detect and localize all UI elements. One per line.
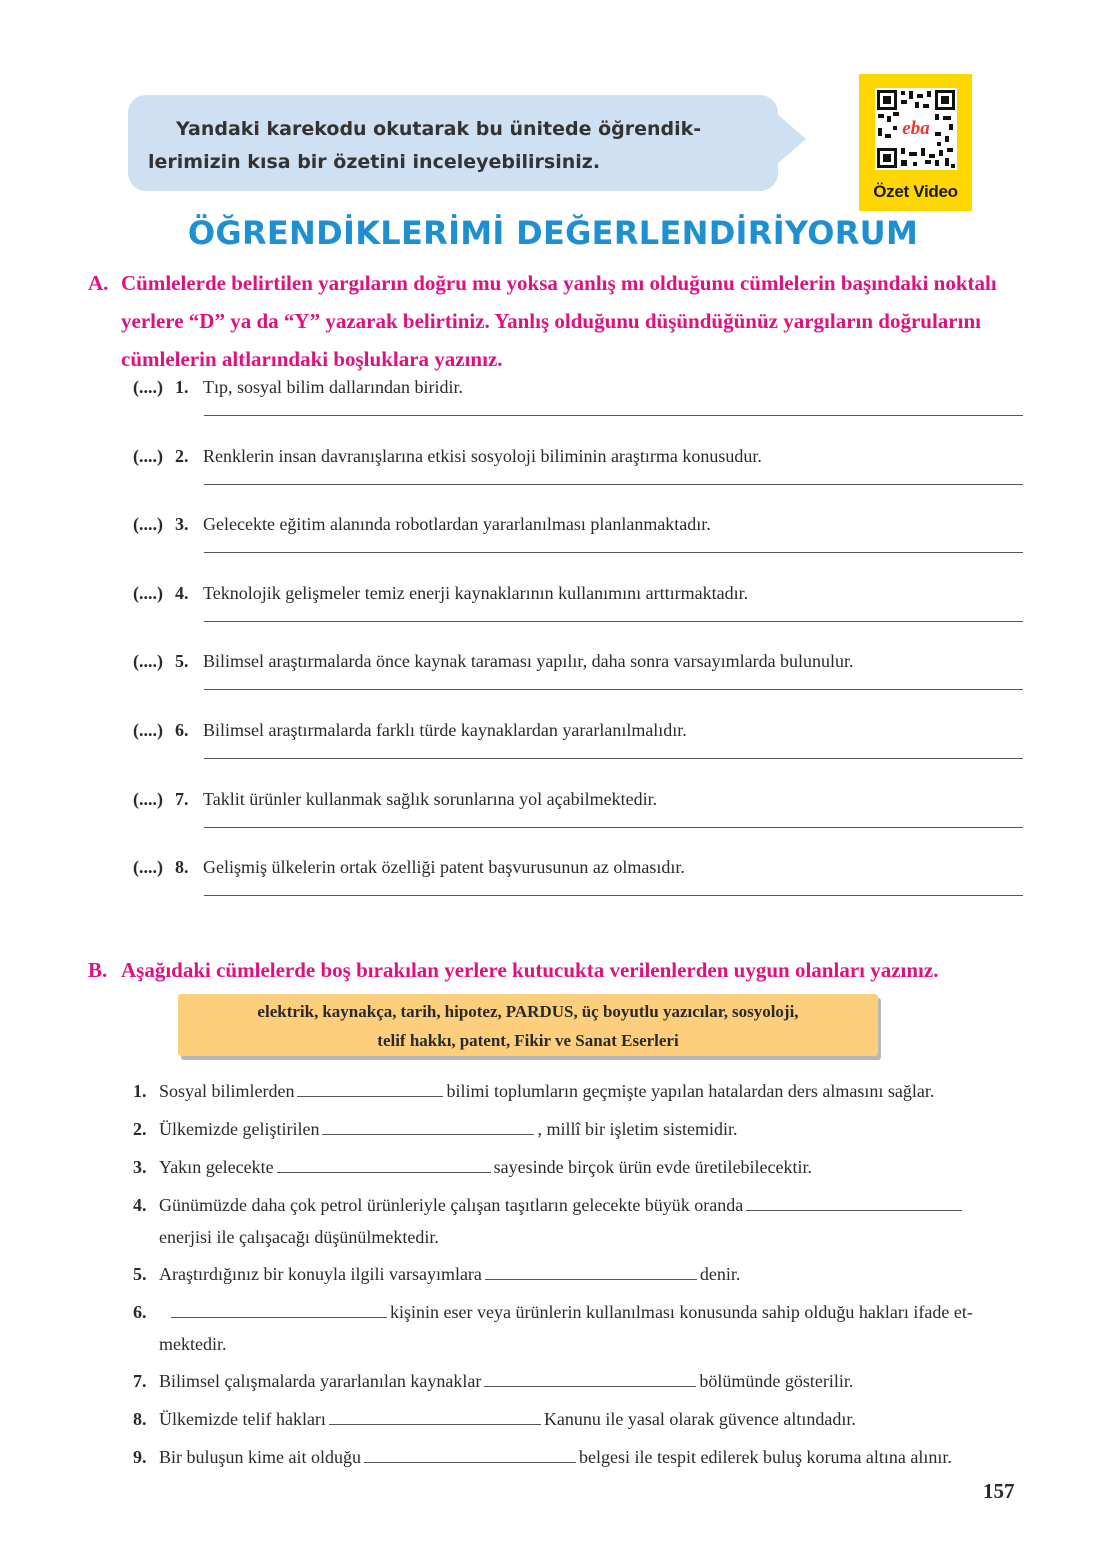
section-a-letter: A.	[88, 271, 109, 295]
eba-logo: eba	[902, 118, 930, 139]
item-number: 7.	[133, 1371, 147, 1391]
word-bank-term: tarih,	[400, 1002, 441, 1021]
correction-line[interactable]	[204, 621, 1023, 622]
sentence-after: sayesinde birçok ürün evde üretilebilecektir.	[493, 1157, 813, 1177]
item-statement: Taklit ürünler kullanmak sağlık sorunlarına yol açabilmektedir.	[203, 788, 658, 809]
answer-blank[interactable]	[297, 1079, 443, 1097]
correction-line[interactable]	[204, 552, 1023, 553]
item-number: 5.	[133, 1264, 147, 1284]
answer-slot[interactable]: (....)	[133, 514, 163, 535]
true-false-item	[133, 377, 1023, 398]
answer-slot[interactable]: (....)	[133, 445, 163, 466]
word-bank-term: PARDUS,	[505, 1002, 578, 1021]
correction-line[interactable]	[204, 689, 1023, 690]
section-a-text: Cümlelerde belirtilen yargıların doğru mu yoksa yanlış mı olduğunu cümlelerin başındaki noktalı yerlere “D” ya da “Y” yazarak belirtiniz. Yanlış olduğunu düşündüğünüz yargıların doğrularını cümlelerin altlarındaki boşluklara yazınız.	[121, 271, 997, 371]
true-false-item	[133, 651, 1023, 672]
item-number: 4.	[133, 1195, 147, 1215]
word-bank-term: sosyoloji,	[731, 1002, 799, 1021]
word-bank-line-1	[178, 997, 878, 1026]
answer-blank[interactable]	[485, 1262, 697, 1280]
item-sentence	[159, 1075, 1023, 1107]
section-b-text: Aşağıdaki cümlelerde boş bırakılan yerlere kutucukta verilenlerden uygun olanları yazınız.	[121, 958, 939, 982]
callout-line-2: lerimizin kısa bir özetini inceleyebilirsiniz.	[148, 151, 601, 173]
qr-label: Özet Video	[873, 182, 958, 201]
answer-slot[interactable]: (....)	[133, 857, 163, 878]
sentence-before: Bilimsel çalışmalarda yararlanılan kaynaklar	[159, 1371, 482, 1391]
sentence-after: kişinin eser veya ürünlerin kullanılması konusunda sahip olduğu hakları ifade et-	[390, 1302, 973, 1322]
page-number: 157	[983, 1479, 1015, 1503]
section-b-letter: B.	[88, 958, 108, 982]
item-statement: Gelecekte eğitim alanında robotlardan yararlanılması planlanmaktadır.	[203, 514, 711, 535]
item-sentence	[159, 1258, 1023, 1290]
sentence-before: Sosyal bilimlerden	[159, 1081, 295, 1101]
callout-tail	[776, 113, 806, 165]
sentence-before: Araştırdığınız bir konuyla ilgili varsayımlara	[159, 1264, 482, 1284]
qr-code-icon[interactable]	[875, 88, 957, 170]
answer-slot[interactable]: (....)	[133, 377, 163, 397]
true-false-item	[133, 514, 1023, 535]
fill-blank-item	[133, 1365, 1023, 1397]
item-sentence	[159, 1403, 1023, 1435]
word-bank-term: patent,	[459, 1031, 511, 1050]
sentence-before: Yakın gelecekte	[159, 1157, 274, 1177]
item-number: 7.	[175, 788, 189, 809]
item-number: 9.	[133, 1447, 147, 1467]
item-number: 6.	[175, 720, 189, 740]
item-number: 6.	[133, 1302, 147, 1322]
item-statement: Bilimsel araştırmalarda önce kaynak taraması yapılır, daha sonra varsayımlarda bulunulur.	[203, 651, 854, 672]
answer-slot[interactable]: (....)	[133, 651, 163, 672]
item-statement: Teknolojik gelişmeler temiz enerji kaynaklarının kullanımını arttırmaktadır.	[203, 582, 749, 603]
correction-line[interactable]	[204, 484, 1023, 485]
answer-slot[interactable]: (....)	[133, 582, 163, 603]
word-bank-box	[178, 994, 878, 1056]
sentence-after: Kanunu ile yasal olarak güvence altındadır.	[543, 1409, 856, 1429]
item-statement: Tıp, sosyal bilim dallarından biridir.	[203, 377, 463, 397]
true-false-item	[133, 789, 1023, 810]
item-sentence	[159, 1113, 1023, 1145]
word-bank-term: Fikir ve Sanat Eserleri	[514, 1031, 679, 1050]
page-title: ÖĞRENDİKLERİMİ DEĞERLENDİRİYORUM	[187, 214, 919, 252]
item-number: 1.	[133, 1081, 147, 1101]
correction-line[interactable]	[204, 758, 1023, 759]
sentence-before: Ülkemizde geliştirilen	[159, 1119, 320, 1139]
word-bank-line-2	[178, 1026, 878, 1055]
sentence-before: Günümüzde daha çok petrol ürünleriyle çalışan taşıtların gelecekte büyük oranda	[159, 1195, 744, 1215]
word-bank-term: elektrik,	[257, 1002, 319, 1021]
item-number: 1.	[175, 377, 189, 397]
answer-blank[interactable]	[171, 1300, 387, 1318]
item-sentence	[159, 1365, 1023, 1397]
answer-blank[interactable]	[277, 1155, 491, 1173]
sentence-before: Ülkemizde telif hakları	[159, 1409, 326, 1429]
item-number: 8.	[175, 857, 189, 878]
sentence-continuation: mektedir.	[159, 1334, 227, 1354]
item-number: 2.	[133, 1119, 147, 1139]
fill-blank-item	[133, 1296, 1023, 1360]
fill-blank-item	[133, 1189, 1023, 1253]
word-bank-term: hipotez,	[444, 1002, 502, 1021]
fill-blank-item	[133, 1075, 1023, 1107]
answer-blank[interactable]	[484, 1369, 696, 1387]
answer-blank[interactable]	[329, 1407, 541, 1425]
fill-blank-item	[133, 1441, 1023, 1473]
fill-blank-item	[133, 1403, 1023, 1435]
answer-blank[interactable]	[322, 1117, 534, 1135]
word-bank-term: üç boyutlu yazıcılar,	[581, 1002, 728, 1021]
correction-line[interactable]	[204, 827, 1023, 828]
word-bank-term: telif hakkı,	[377, 1031, 456, 1050]
item-statement: Bilimsel araştırmalarda farklı türde kaynaklardan yararlanılmalıdır.	[203, 720, 687, 740]
answer-slot[interactable]: (....)	[133, 720, 163, 740]
section-a-instruction	[88, 264, 1028, 378]
answer-blank[interactable]	[364, 1445, 576, 1463]
item-statement: Gelişmiş ülkelerin ortak özelliği patent başvurusunun az olmasıdır.	[203, 857, 685, 878]
true-false-item	[133, 857, 1023, 878]
item-number: 2.	[175, 445, 189, 466]
item-number: 3.	[133, 1157, 147, 1177]
sentence-after: denir.	[699, 1264, 741, 1284]
item-sentence	[159, 1296, 1023, 1360]
answer-slot[interactable]: (....)	[133, 788, 163, 809]
sentence-before: Bir buluşun kime ait olduğu	[159, 1447, 361, 1467]
item-number: 5.	[175, 651, 189, 672]
sentence-after: , millî bir işletim sistemidir.	[537, 1119, 738, 1139]
callout-bubble	[128, 95, 778, 191]
item-statement: Renklerin insan davranışlarına etkisi sosyoloji biliminin araştırma konusudur.	[203, 445, 762, 466]
word-bank-term: kaynakça,	[322, 1002, 397, 1021]
qr-code-box[interactable]	[859, 74, 972, 211]
sentence-after: bilimi toplumların geçmişte yapılan hatalardan ders almasını sağlar.	[446, 1081, 935, 1101]
true-false-item	[133, 583, 1023, 604]
fill-blank-item	[133, 1113, 1023, 1145]
correction-line[interactable]	[204, 415, 1023, 416]
item-sentence	[159, 1151, 1023, 1183]
item-number: 8.	[133, 1409, 147, 1429]
item-number: 3.	[175, 514, 189, 535]
sentence-after: bölümünde gösterilir.	[699, 1371, 854, 1391]
fill-blank-item	[133, 1151, 1023, 1183]
sentence-after: belgesi ile tespit edilerek buluş koruma altına alınır.	[579, 1447, 952, 1467]
item-sentence	[159, 1189, 1023, 1253]
answer-blank[interactable]	[746, 1193, 962, 1211]
item-sentence	[159, 1441, 1023, 1473]
correction-line[interactable]	[204, 895, 1023, 896]
sentence-continuation: enerjisi ile çalışacağı düşünülmektedir.	[159, 1227, 439, 1247]
true-false-item	[133, 446, 1023, 467]
fill-blank-item	[133, 1258, 1023, 1290]
item-number: 4.	[175, 582, 189, 603]
true-false-item	[133, 720, 1023, 741]
callout-line-1: Yandaki karekodu okutarak bu ünitede öğrendik-	[176, 118, 702, 140]
section-b-instruction	[88, 951, 1028, 989]
